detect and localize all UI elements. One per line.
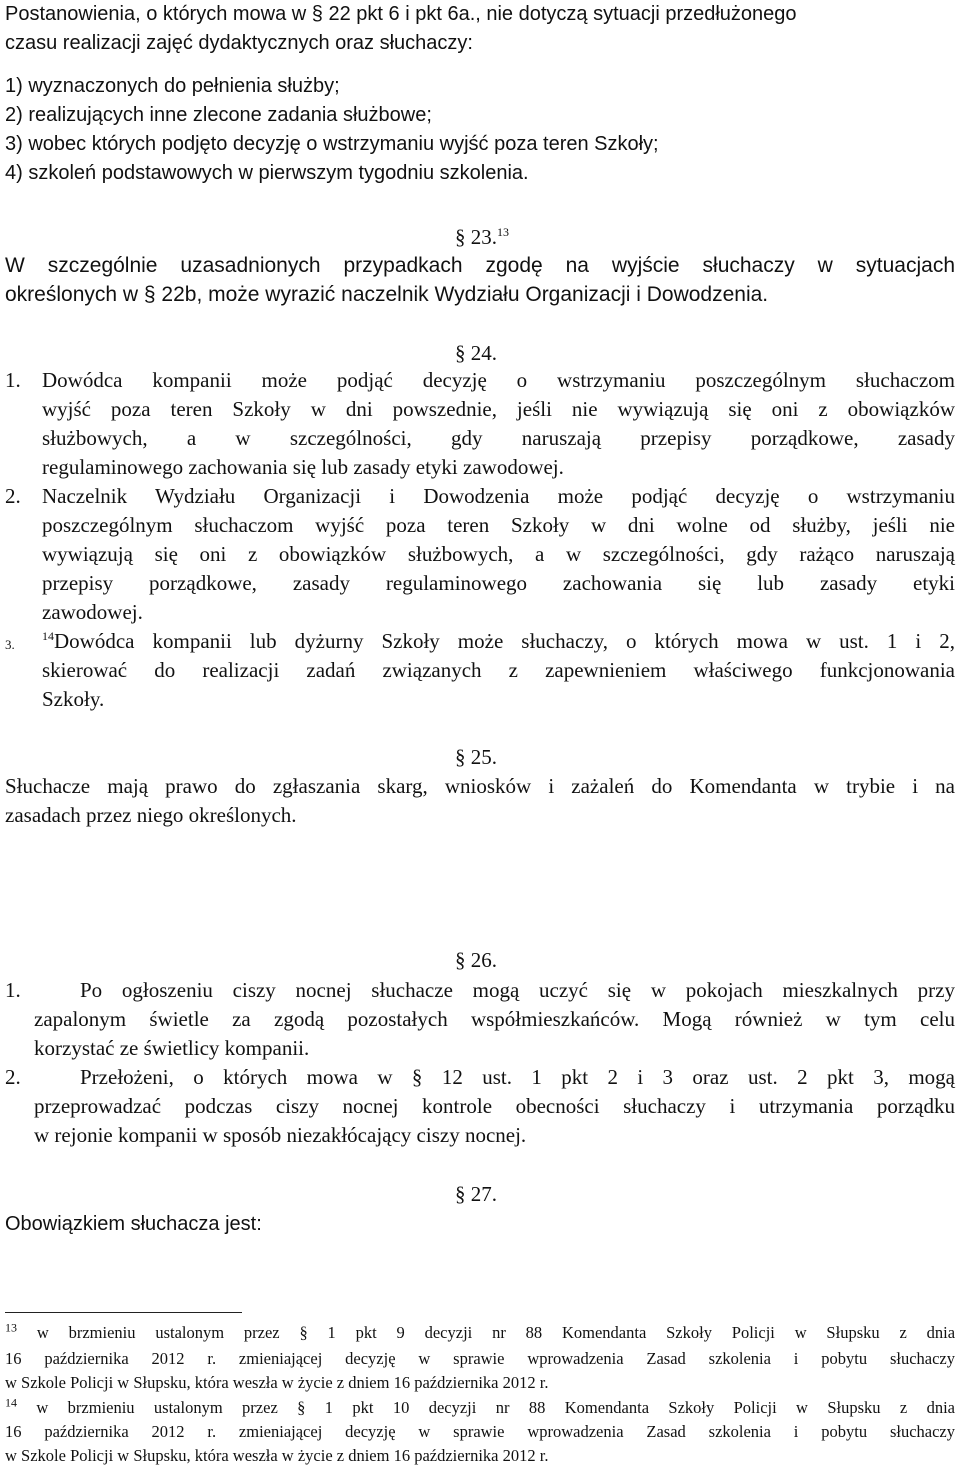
footnote-14-line-3: w Szkole Policji w Słupsku, która weszła w życie z dniem 16 października 2012 r. [5,1446,549,1465]
section-24-point-1-line-4: regulaminowego zachowania się lub zasady etyki zawodowej. [42,455,564,479]
list-item-2: 2) realizujących inne zlecone zadania służbowe; [5,104,432,126]
section-25-line-2: zasadach przez niego określonych. [5,803,297,827]
section-26-point-2-number: 2. [5,1065,21,1089]
section-26-point-1-line-1: Po ogłoszeniu ciszy nocnej słuchacze mogą uczyć się w pokojach mieszkalnych przy [80,978,955,1002]
section-27-heading: § 27. [455,1182,497,1206]
section-26-point-1-number: 1. [5,978,21,1002]
footnote-13-line-2: 16 października 2012 r. zmieniającej decyzję w sprawie wprowadzenia Zasad szkolenia i pobytu słuchaczy [5,1349,955,1368]
section-24-point-1-number: 1. [5,368,21,392]
section-26-point-1-line-2: zapalonym świetle za zgodą pozostałych współmieszkańców. Mogą również w tym celu [34,1007,955,1031]
section-24-point-2-line-3: wywiązują się oni z obowiązków służbowych, a w szczególności, gdy rażąco naruszają [42,542,955,566]
list-item-4: 4) szkoleń podstawowych w pierwszym tygodniu szkolenia. [5,162,529,184]
section-24-heading: § 24. [455,341,497,365]
section-24-point-3-line-3: Szkoły. [42,687,105,711]
section-23-text-1: W szczególnie uzasadnionych przypadkach zgodę na wyjście słuchaczy w sytuacjach [5,254,955,277]
section-25-line-1: Słuchacze mają prawo do zgłaszania skarg, wniosków i zażaleń do Komendanta w trybie i na [5,774,955,798]
intro-line-1: Postanowienia, o których mowa w § 22 pkt 6 i pkt 6a., nie dotyczą sytuacji przedłużonego [5,3,797,25]
section-24-point-2-number: 2. [5,484,21,508]
footnote-13-line-3: w Szkole Policji w Słupsku, która weszła w życie z dniem 16 października 2012 r. [5,1373,549,1392]
section-23-heading [455,225,509,249]
section-24-point-2-line-1: Naczelnik Wydziału Organizacji i Dowodzenia może podjąć decyzję o wstrzymaniu [42,484,955,508]
section-26-point-1-line-3: korzystać ze świetlicy kompanii. [34,1036,310,1060]
section-24-point-3-number: 3. [5,637,15,652]
footnote-13-number: 13 [5,1320,17,1335]
section-24-point-3-line-2: skierować do realizacji zadań związanych z zapewnieniem właściwego funkcjonowania [42,658,955,682]
section-24-point-3-line-1 [42,627,955,656]
section-24-point-2-line-4: przepisy porządkowe, zasady regulaminowego zachowania się lub zasady etyki [42,571,955,595]
intro-line-2: czasu realizacji zajęć dydaktycznych oraz słuchaczy: [5,32,473,54]
list-item-1: 1) wyznaczonych do pełnienia służby; [5,75,340,97]
section-26-point-2-line-2: przeprowadzać podczas ciszy nocnej kontrole obecności słuchaczy i utrzymania porządku [34,1094,955,1118]
section-24-point-2-line-5: zawodowej. [42,600,143,624]
footnote-separator [5,1312,242,1313]
section-24-point-1-line-1: Dowódca kompanii może podjąć decyzję o wstrzymaniu poszczególnym słuchaczom [42,368,955,392]
footnote-13-line-1-text: w brzmieniu ustalonym przez § 1 pkt 9 decyzji nr 88 Komendanta Szkoły Policji w Słupsku z dnia [36,1323,956,1342]
section-24-point-1-line-2: wyjść poza teren Szkoły w dni powszednie, jeśli nie wywiązują się oni z obowiązków [42,397,955,421]
section-24-point-1-line-3: służbowych, a w szczególności, gdy naruszają przepisy porządkowe, zasady [42,426,955,450]
section-26-heading: § 26. [455,948,497,972]
footnote-ref-13: 13 [497,225,509,239]
section-24-point-2-line-2: poszczególnym słuchaczom wyjść poza teren Szkoły w dni wolne od służby, jeśli nie [42,513,955,537]
footnote-14-line-1 [5,1397,955,1419]
footnote-14-line-2: 16 października 2012 r. zmieniającej decyzję w sprawie wprowadzenia Zasad szkolenia i pobytu słuchaczy [5,1422,955,1441]
footnote-ref-14: 14 [42,629,54,643]
section-27-text: Obowiązkiem słuchacza jest: [5,1213,262,1235]
footnote-13-line-1 [5,1322,955,1344]
section-25-heading: § 25. [455,745,497,769]
section-26-point-2-line-3: w rejonie kompanii w sposób niezakłócający ciszy nocnej. [34,1123,527,1147]
footnote-14-number: 14 [5,1395,17,1410]
list-item-3: 3) wobec których podjęto decyzję o wstrzymaniu wyjść poza teren Szkoły; [5,133,659,155]
footnote-14-line-1-text: w brzmieniu ustalonym przez § 1 pkt 10 decyzji nr 88 Komendanta Szkoły Policji w Słupsku z dnia [36,1398,956,1417]
section-23-text-2: określonych w § 22b, może wyrazić naczelnik Wydziału Organizacji i Dowodzenia. [5,283,769,306]
section-23-heading-text: § 23. [455,225,497,249]
section-24-point-3-line-1-text: Dowódca kompanii lub dyżurny Szkoły może słuchaczy, o których mowa w ust. 1 i 2, [54,629,955,653]
section-26-point-2-line-1: Przełożeni, o których mowa w § 12 ust. 1 pkt 2 i 3 oraz ust. 2 pkt 3, mogą [80,1065,955,1089]
